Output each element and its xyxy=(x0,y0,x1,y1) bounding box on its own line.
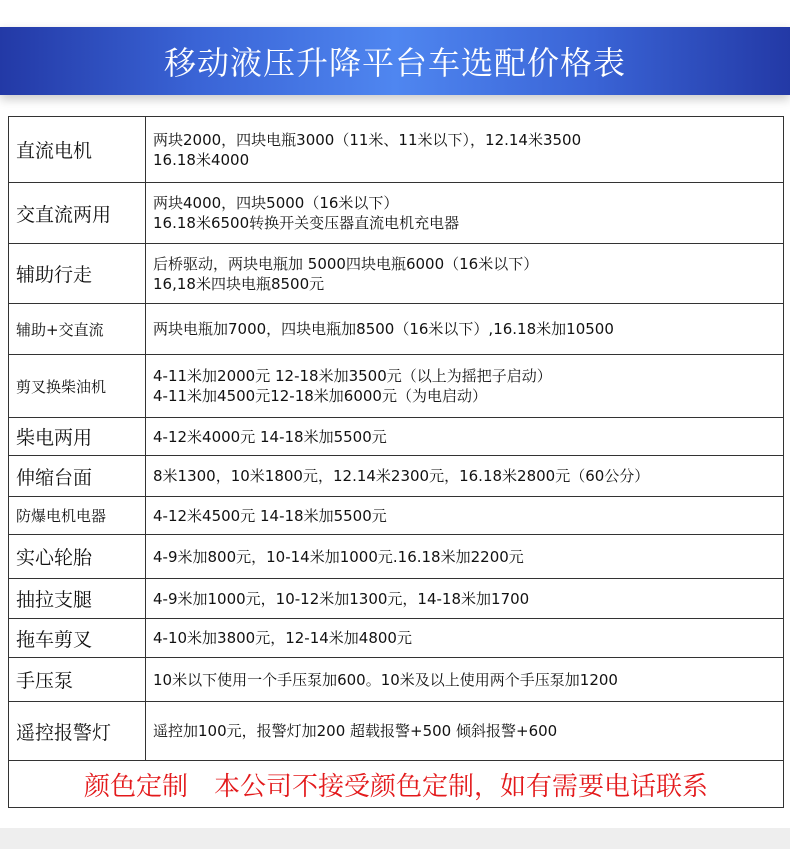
row-value xyxy=(146,418,784,456)
row-value-line: 后桥驱动，两块电瓶加 5000四块电瓶6000（16米以下） xyxy=(153,254,539,273)
row-value-line: 8米1300，10米1800元，12.14米2300元，16.18米2800元（60公分） xyxy=(153,467,650,485)
row-value-line: 10米以下使用一个手压泵加600。10米及以上使用两个手压泵加1200 xyxy=(153,670,618,689)
row-label: 交直流两用 xyxy=(9,183,146,244)
row-label: 拖车剪叉 xyxy=(9,619,146,658)
row-value xyxy=(146,244,784,304)
row-value-line: 4-9米加1000元，10-12米加1300元，14-18米加1700 xyxy=(153,589,530,608)
row-value-line: 两块电瓶加7000，四块电瓶加8500（16米以下）,16.18米加10500 xyxy=(153,320,614,338)
table-row xyxy=(9,535,784,579)
row-label: 伸缩台面 xyxy=(9,456,146,497)
row-value xyxy=(146,456,784,497)
row-value xyxy=(146,183,784,244)
color-customization-notice xyxy=(8,760,784,808)
row-label: 手压泵 xyxy=(9,658,146,702)
row-value xyxy=(146,355,784,418)
row-value-line: 遥控加100元，报警灯加200 超载报警+500 倾斜报警+600 xyxy=(153,722,558,740)
row-label: 辅助+交直流 xyxy=(9,304,146,355)
table-row xyxy=(9,418,784,456)
table-row xyxy=(9,244,784,304)
page-title: 移动液压升降平台车选配价格表 xyxy=(163,44,626,82)
row-label: 直流电机 xyxy=(9,117,146,183)
row-value xyxy=(146,304,784,355)
row-value-line: 16.18米6500转换开关变压器直流电机充电器 xyxy=(153,214,460,232)
row-label: 柴电两用 xyxy=(9,418,146,456)
row-value xyxy=(146,497,784,535)
row-value xyxy=(146,117,784,183)
notice-text: 本公司不接受颜色定制，如有需要电话联系 xyxy=(214,771,709,802)
table-row xyxy=(9,497,784,535)
row-value xyxy=(146,702,784,761)
row-value-line: 16,18米四块电瓶8500元 xyxy=(153,274,325,293)
row-value-line: 4-10米加3800元，12-14米加4800元 xyxy=(153,629,412,647)
table-row xyxy=(9,117,784,183)
table-row xyxy=(9,355,784,418)
row-value-line: 4-11米加2000元 12-18米加3500元（以上为摇把子启动） xyxy=(153,367,552,385)
table-row xyxy=(9,579,784,619)
notice-title: 颜色定制 xyxy=(83,771,188,802)
table-row xyxy=(9,304,784,355)
row-label: 抽拉支腿 xyxy=(9,579,146,619)
row-value-line: 4-9米加800元，10-14米加1000元.16.18米加2200元 xyxy=(153,547,524,566)
price-table xyxy=(8,116,784,761)
row-label: 遥控报警灯 xyxy=(9,702,146,761)
row-value xyxy=(146,535,784,579)
row-value xyxy=(146,619,784,658)
row-label: 防爆电机电器 xyxy=(9,497,146,535)
table-row xyxy=(9,619,784,658)
table-row xyxy=(9,183,784,244)
row-value-line: 两块4000，四块5000（16米以下） xyxy=(153,194,399,212)
bottom-strip xyxy=(0,828,790,849)
row-label: 辅助行走 xyxy=(9,244,146,304)
row-value-line: 4-11米加4500元12-18米加6000元（为电启动） xyxy=(153,387,487,405)
row-value xyxy=(146,658,784,702)
row-label: 实心轮胎 xyxy=(9,535,146,579)
table-row xyxy=(9,658,784,702)
row-value-line: 4-12米4000元 14-18米加5500元 xyxy=(153,427,387,446)
row-label: 剪叉换柴油机 xyxy=(9,355,146,418)
row-value-line: 16.18米4000 xyxy=(153,150,250,169)
table-row xyxy=(9,456,784,497)
title-banner xyxy=(0,27,790,95)
table-row xyxy=(9,702,784,761)
row-value xyxy=(146,579,784,619)
row-value-line: 4-12米4500元 14-18米加5500元 xyxy=(153,506,387,525)
row-value-line: 两块2000，四块电瓶3000（11米、11米以下），12.14米3500 xyxy=(153,130,582,149)
